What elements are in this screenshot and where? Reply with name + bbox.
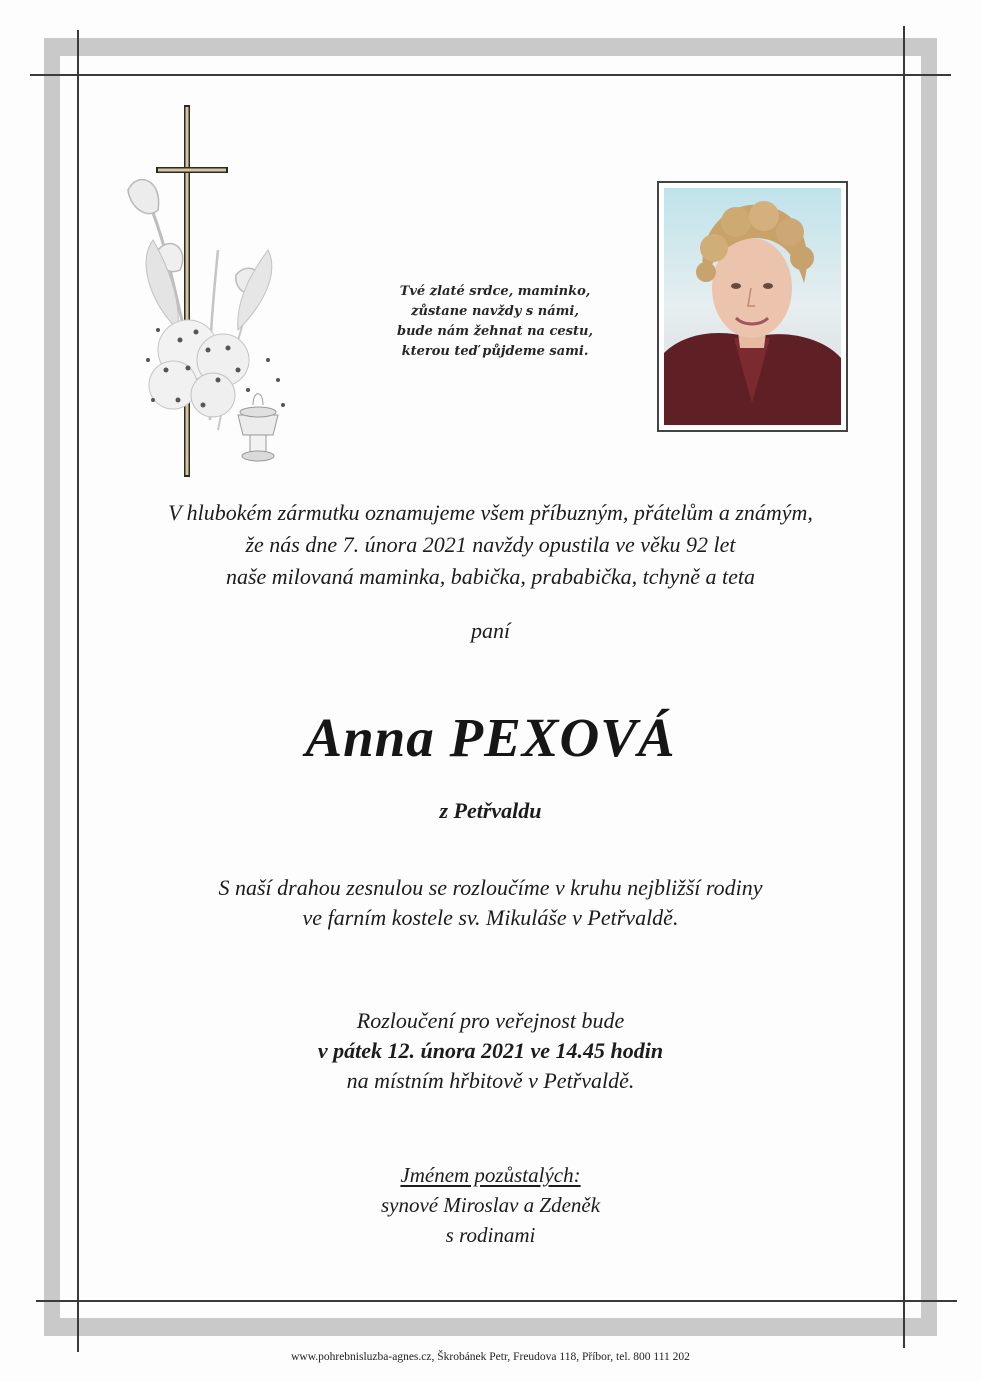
announcement-line: naše milovaná maminka, babička, prababička, tchyně a teta bbox=[225, 564, 756, 589]
public-farewell-datetime: v pátek 12. února 2021 ve 14.45 hodin bbox=[317, 1038, 664, 1063]
bereaved-heading: Jménem pozůstalých: bbox=[400, 1163, 581, 1187]
frame-band-bottom bbox=[44, 1318, 937, 1336]
frame-band-left bbox=[44, 38, 60, 1336]
verse-line: bude nám žehnat na cestu, bbox=[397, 324, 593, 339]
deceased-name: Anna PEXOVÁ bbox=[305, 707, 676, 768]
ceremony-line: ve farním kostele sv. Mikuláše v Petřvaldě. bbox=[302, 905, 679, 930]
announcement bbox=[60, 497, 921, 593]
bereaved-line: synové Miroslav a Zdeněk bbox=[380, 1193, 601, 1217]
bereaved-line: s rodinami bbox=[445, 1223, 536, 1247]
ceremony-line: S naší drahou zesnulou se rozloučíme v kruhu nejbližší rodiny bbox=[218, 875, 763, 900]
public-farewell-place: na místním hřbitově v Petřvaldě. bbox=[346, 1068, 635, 1093]
bereaved bbox=[60, 1160, 921, 1250]
announcement-line: že nás dne 7. února 2021 navždy opustila ve věku 92 let bbox=[245, 532, 736, 557]
verse-line: zůstane navždy s námi, bbox=[411, 304, 579, 319]
title-prefix: paní bbox=[470, 618, 511, 643]
frame-band-top bbox=[44, 38, 937, 56]
frame-line-top bbox=[30, 74, 951, 76]
verse-line: kterou teď půjdeme sami. bbox=[401, 344, 589, 359]
frame-band-right bbox=[921, 38, 937, 1336]
origin: z Petřvaldu bbox=[439, 798, 542, 823]
footer-contact: www.pohrebnisluzba-agnes.cz, Škrobánek Petr, Freudova 118, Příbor, tel. 800 111 202 bbox=[291, 1351, 690, 1363]
announcement-line: V hlubokém zármutku oznamujeme všem příbuzným, přátelům a známým, bbox=[168, 500, 813, 525]
verse-line: Tvé zlaté srdce, maminko, bbox=[399, 284, 591, 299]
portrait-frame bbox=[657, 181, 848, 432]
cross-with-lilies-icon bbox=[118, 100, 308, 485]
verse bbox=[360, 282, 630, 362]
frame-line-right bbox=[903, 26, 905, 1348]
ceremony-info bbox=[60, 873, 921, 933]
public-farewell-intro: Rozloučení pro veřejnost bude bbox=[356, 1008, 625, 1033]
portrait-photo bbox=[664, 188, 841, 425]
frame-line-bottom bbox=[36, 1300, 957, 1302]
cross-ornament bbox=[118, 100, 308, 485]
public-farewell bbox=[60, 1006, 921, 1096]
frame-line-left bbox=[77, 30, 79, 1352]
